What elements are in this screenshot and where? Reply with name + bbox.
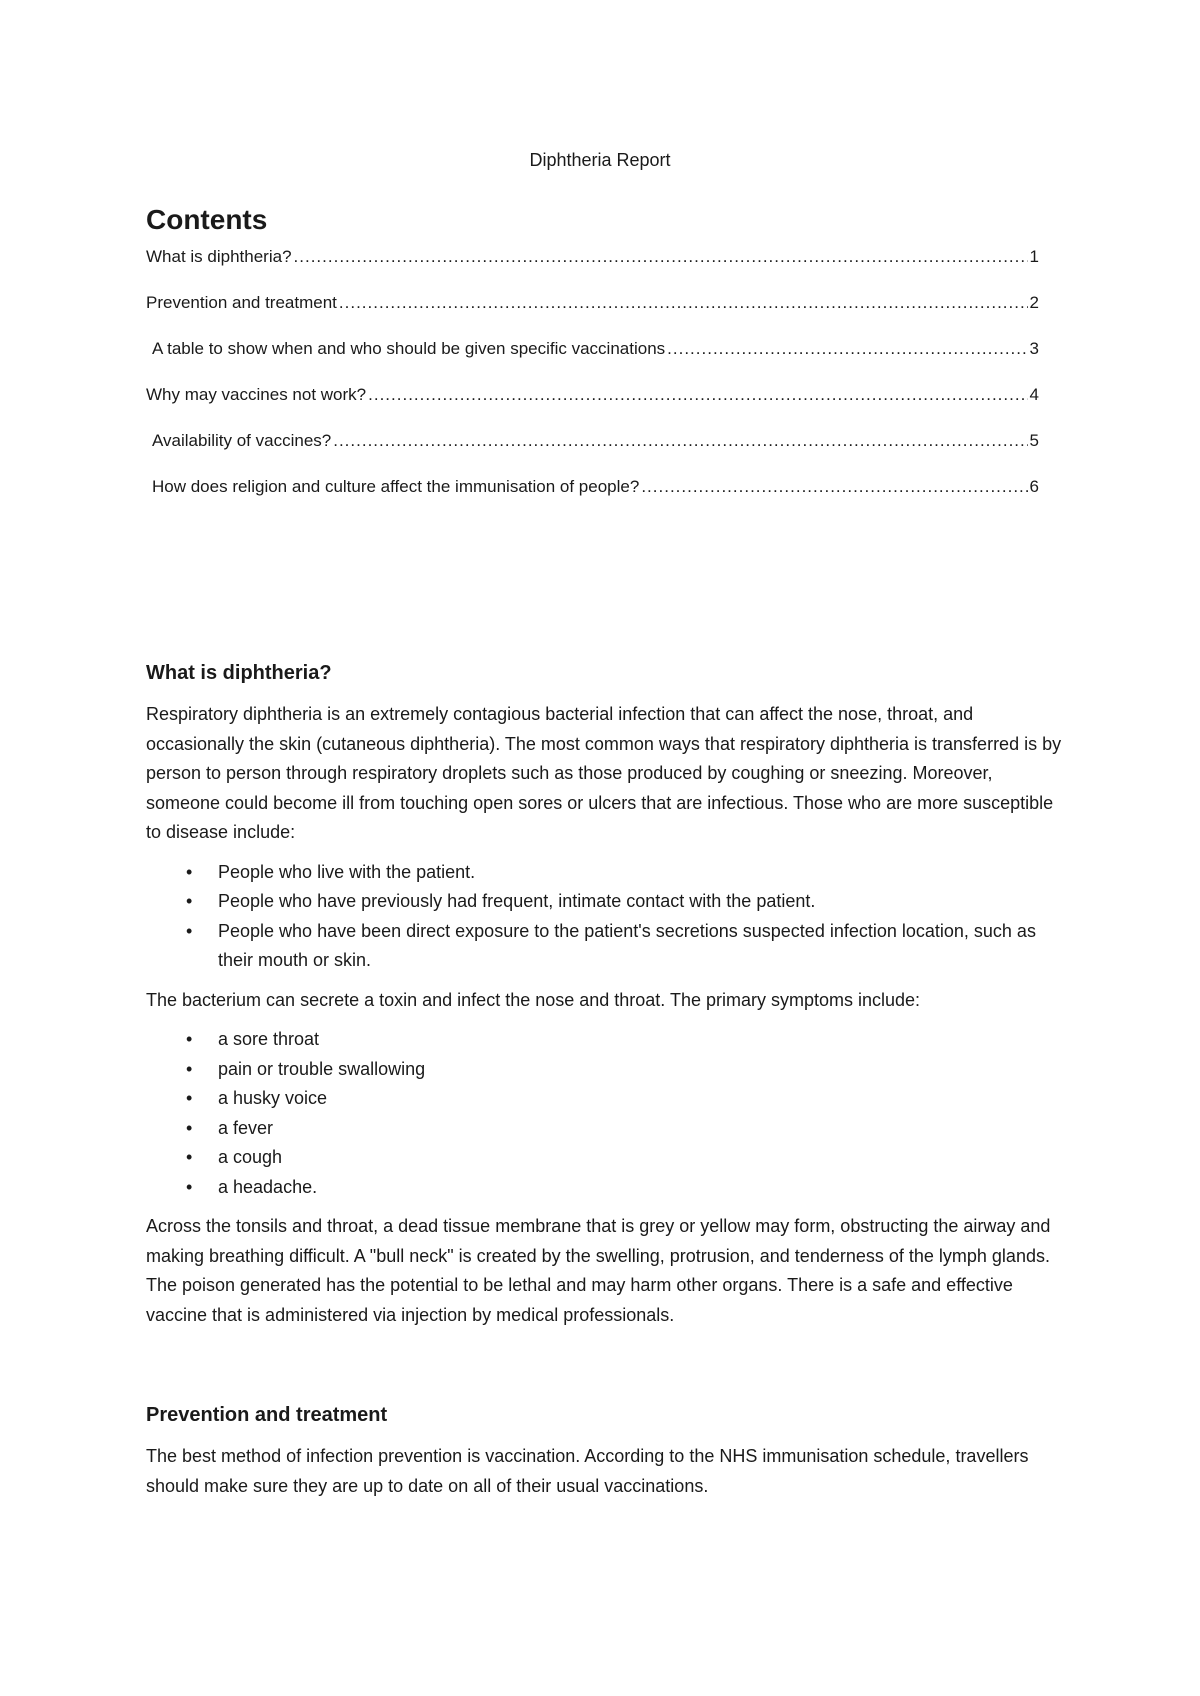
table-of-contents [146, 247, 1039, 523]
toc-entry[interactable] [146, 431, 1039, 477]
toc-entry-label: How does religion and culture affect the immunisation of people? [152, 477, 640, 496]
toc-leader-dots [294, 247, 1028, 267]
toc-entry-label: A table to show when and who should be given specific vaccinations [152, 339, 666, 358]
toc-entry-page: 6 [1029, 477, 1039, 496]
toc-entry-page: 3 [1029, 339, 1039, 358]
section-prevention-and-treatment [146, 1402, 1066, 1511]
list-item: • a husky voice [146, 1084, 1066, 1114]
toc-leader-dots [368, 385, 1027, 405]
toc-entry-label: Prevention and treatment [146, 293, 337, 312]
risk-list [146, 858, 1066, 976]
paragraph: Across the tonsils and throat, a dead tissue membrane that is grey or yellow may form, obstructing the airway and making breathing difficult. A "bull neck" is created by the swelling, protrusion, and tenderness of the lymph glands. The poison generated has the potential to be lethal and may harm other organs. There is a safe and effective vaccine that is administered via injection by medical professionals. [146, 1216, 1051, 1325]
toc-leader-dots [641, 477, 1027, 497]
toc-entry-page: 2 [1029, 293, 1039, 312]
list-item: • a sore throat [146, 1025, 1066, 1055]
paragraph: The best method of infection prevention is vaccination. According to the NHS immunisation schedule, travellers should make sure they are up to date on all of their usual vaccinations. [146, 1446, 1029, 1496]
list-item: • a headache. [146, 1173, 1066, 1203]
toc-entry-label: Why may vaccines not work? [146, 385, 367, 404]
list-item: • People who have previously had frequent, intimate contact with the patient. [146, 887, 1066, 917]
toc-entry-label: What is diphtheria? [146, 247, 292, 266]
toc-leader-dots [667, 339, 1027, 359]
toc-heading: Contents [146, 204, 268, 235]
toc-entry[interactable] [146, 247, 1039, 293]
list-item: • People who have been direct exposure to the patient's secretions suspected infection location, such as their mouth or skin. [146, 917, 1066, 976]
toc-entry[interactable] [146, 477, 1039, 523]
list-item: • a fever [146, 1114, 1066, 1144]
section-heading: What is diphtheria? [146, 662, 332, 684]
toc-entry-page: 4 [1029, 385, 1039, 404]
document-title: Diphtheria Report [529, 150, 671, 170]
paragraph: The bacterium can secrete a toxin and infect the nose and throat. The primary symptoms include: [146, 989, 921, 1010]
section-what-is-diphtheria [146, 660, 1066, 1340]
toc-entry-page: 1 [1029, 247, 1039, 266]
list-item: • People who live with the patient. [146, 858, 1066, 888]
toc-leader-dots [333, 431, 1027, 451]
list-item: • a cough [146, 1143, 1066, 1173]
paragraph: Respiratory diphtheria is an extremely contagious bacterial infection that can affect the nose, throat, and occasionally the skin (cutaneous diphtheria). The most common ways that respiratory diphtheria is transferred is by person to person through respiratory droplets such as those produced by coughing or sneezing. Moreover, someone could become ill from touching open sores or ulcers that are infectious. Those who are more susceptible to disease include: [146, 704, 1062, 842]
section-heading: Prevention and treatment [146, 1404, 388, 1426]
toc-entry[interactable] [146, 385, 1039, 431]
symptom-list [146, 1025, 1066, 1202]
toc-entry[interactable] [146, 293, 1039, 339]
toc-entry-page: 5 [1029, 431, 1039, 450]
toc-entry[interactable] [146, 339, 1039, 385]
list-item: • pain or trouble swallowing [146, 1055, 1066, 1085]
toc-leader-dots [339, 293, 1028, 313]
toc-entry-label: Availability of vaccines? [152, 431, 332, 450]
